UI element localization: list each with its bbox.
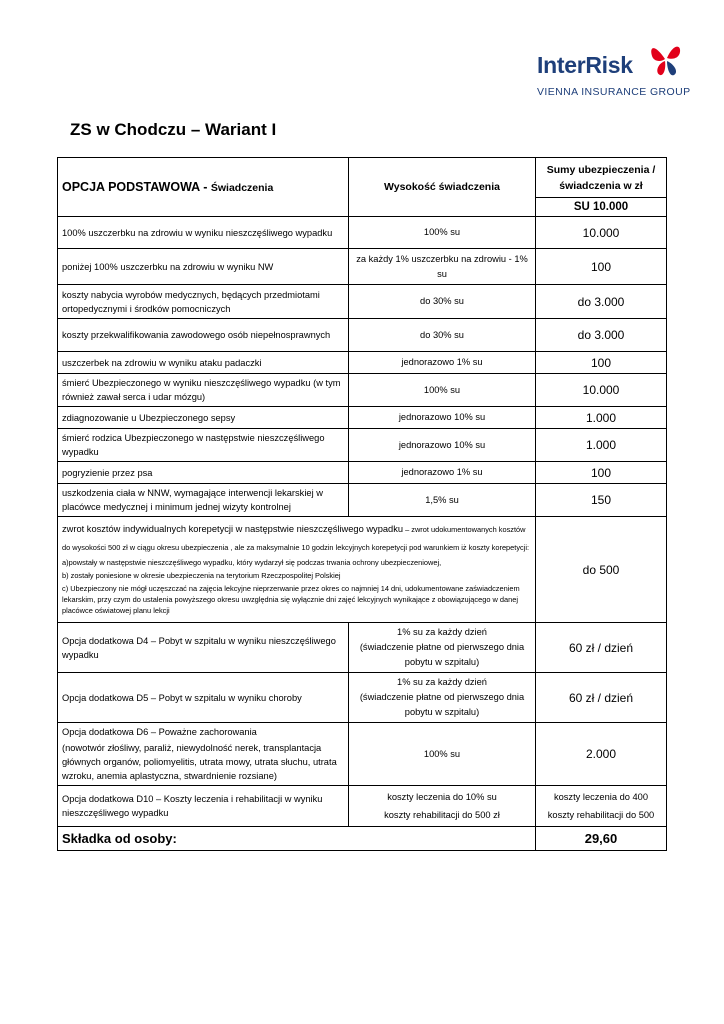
row-desc: uszkodzenia ciała w NNW, wymagające interwencji lekarskiej w placówce medycznej i minimum jednej wizyty kontrolnej [58,484,349,517]
row-desc: pogryzienie przez psa [58,462,349,484]
table-row [58,407,667,429]
row-value: do 3.000 [536,285,667,319]
option-desc: Opcja dodatkowa D5 – Pobyt w szpitalu w wyniku choroby [58,673,349,723]
row-value: 10.000 [536,217,667,249]
option-amount: 1% su za każdy dzień (świadczenie płatne od pierwszego dnia pobytu w szpitalu) [349,673,536,723]
interrisk-logo [537,42,691,102]
row-amount: za każdy 1% uszczerbku na zdrowiu - 1% su [349,249,536,285]
row-desc: koszty przekwalifikowania zawodowego osób niepełnosprawnych [58,319,349,352]
butterfly-icon [649,42,683,78]
option-row [58,673,667,723]
header-amount: Wysokość świadczenia [349,158,536,217]
tutoring-value: do 500 [536,517,667,623]
logo-name: InterRisk [537,52,633,78]
d10-desc: Opcja dodatkowa D10 – Koszty leczenia i rehabilitacji w wyniku nieszczęśliwego wypadku [58,786,349,827]
row-amount: jednorazowo 1% su [349,462,536,484]
row-amount: jednorazowo 10% su [349,407,536,429]
table-row [58,484,667,517]
option-value: 60 zł / dzień [536,623,667,673]
row-amount: jednorazowo 10% su [349,429,536,462]
row-value: 150 [536,484,667,517]
tutoring-desc [58,517,536,623]
table-row [58,249,667,285]
tutoring-condition-a: a)powstały w następstwie nieszczęśliwego wypadku, który wydarzył się podczas trwania ochrony ubezpieczeniowej, [62,558,442,567]
header-su: SU 10.000 [536,198,667,217]
d6-value: 2.000 [536,723,667,786]
d6-amount: 100% su [349,723,536,786]
row-amount: 1,5% su [349,484,536,517]
table-row [58,462,667,484]
table-row [58,319,667,352]
option-d10-row [58,786,667,827]
row-amount: 100% su [349,374,536,407]
row-desc: śmierć Ubezpieczonego w wyniku nieszczęśliwego wypadku (w tym również zawał serca i udar mózgu) [58,374,349,407]
tutoring-condition-b: b) zostały poniesione w okresie ubezpieczenia na terytorium Rzeczpospolitej Polskiej [62,571,341,580]
row-desc: zdiagnozowanie u Ubezpieczonego sepsy [58,407,349,429]
page-title: ZS w Chodczu – Wariant I [70,120,277,139]
d10-value: koszty leczenia do 400 koszty rehabilitacji do 500 [536,786,667,827]
row-amount: do 30% su [349,285,536,319]
table-row [58,352,667,374]
option-amount: 1% su za każdy dzień (świadczenie płatne od pierwszego dnia pobytu w szpitalu) [349,623,536,673]
row-value: do 3.000 [536,319,667,352]
tutoring-lead-detail: – zwrot udokumentowanych kosztów do wysokości 500 zł w ciągu okresu ubezpieczenia , ale za maksymalnie 10 godzin lekcyjnych korepetycji pod warunkiem iż koszty korepetycji: [62,525,530,552]
row-desc: uszczerbek na zdrowiu w wyniku ataku padaczki [58,352,349,374]
row-amount: jednorazowo 1% su [349,352,536,374]
row-value: 1.000 [536,407,667,429]
option-value: 60 zł / dzień [536,673,667,723]
tutoring-condition-c: c) Ubezpieczony nie mógł uczęszczać na zajęcia lekcyjne nieprzerwanie przez okres co najmniej 14 dni, udokumentowane zaświadczeniem lekarskim, przy czym do ustalenia powyższego okresu uwzględnia się wyłącznie dni zajęć lekcyjnych wynikające z obowiązującego w danej placówce oświatowej planu lekcji [62,584,520,615]
total-value: 29,60 [536,827,667,851]
d6-list: (nowotwór złośliwy, paraliż, niewydolność nerek, transplantacja głównych organów, poliomyelitis, utrata mowy, utrata słuchu, utrata wzroku, anemia aplastyczna, stwardnienie rozsiane) [62,743,337,781]
row-desc: koszty nabycia wyrobów medycznych, będących przedmiotami ortopedycznymi i środków pomocniczych [58,285,349,319]
row-value: 100 [536,352,667,374]
row-desc: 100% uszczerbku na zdrowiu w wyniku nieszczęśliwego wypadku [58,217,349,249]
table-row [58,217,667,249]
tutoring-lead: zwrot kosztów indywidualnych korepetycji w następstwie nieszczęśliwego wypadku [62,524,404,534]
option-row [58,623,667,673]
option-desc: Opcja dodatkowa D4 – Pobyt w szpitalu w wyniku nieszczęśliwego wypadku [58,623,349,673]
row-value: 10.000 [536,374,667,407]
benefits-table [57,157,667,851]
row-value: 100 [536,462,667,484]
d10-amount: koszty leczenia do 10% su koszty rehabilitacji do 500 zł [349,786,536,827]
tutoring-row [58,517,667,623]
header-sums: Sumy ubezpieczenia / świadczenia w zł [536,158,667,198]
table-row [58,374,667,407]
table-row [58,285,667,319]
row-value: 100 [536,249,667,285]
row-amount: 100% su [349,217,536,249]
row-value: 1.000 [536,429,667,462]
total-row [58,827,667,851]
logo-tagline: VIENNA INSURANCE GROUP [537,86,691,98]
table-row [58,429,667,462]
d6-title: Opcja dodatkowa D6 – Poważne zachorowania [62,727,257,737]
header-option: OPCJA PODSTAWOWA - Świadczenia [58,158,349,217]
option-d6-row [58,723,667,786]
row-desc: śmierć rodzica Ubezpieczonego w następstwie nieszczęśliwego wypadku [58,429,349,462]
total-label: Składka od osoby: [58,827,536,851]
d6-desc [58,723,349,786]
row-desc: poniżej 100% uszczerbku na zdrowiu w wyniku NW [58,249,349,285]
row-amount: do 30% su [349,319,536,352]
table-header-row [58,158,667,198]
